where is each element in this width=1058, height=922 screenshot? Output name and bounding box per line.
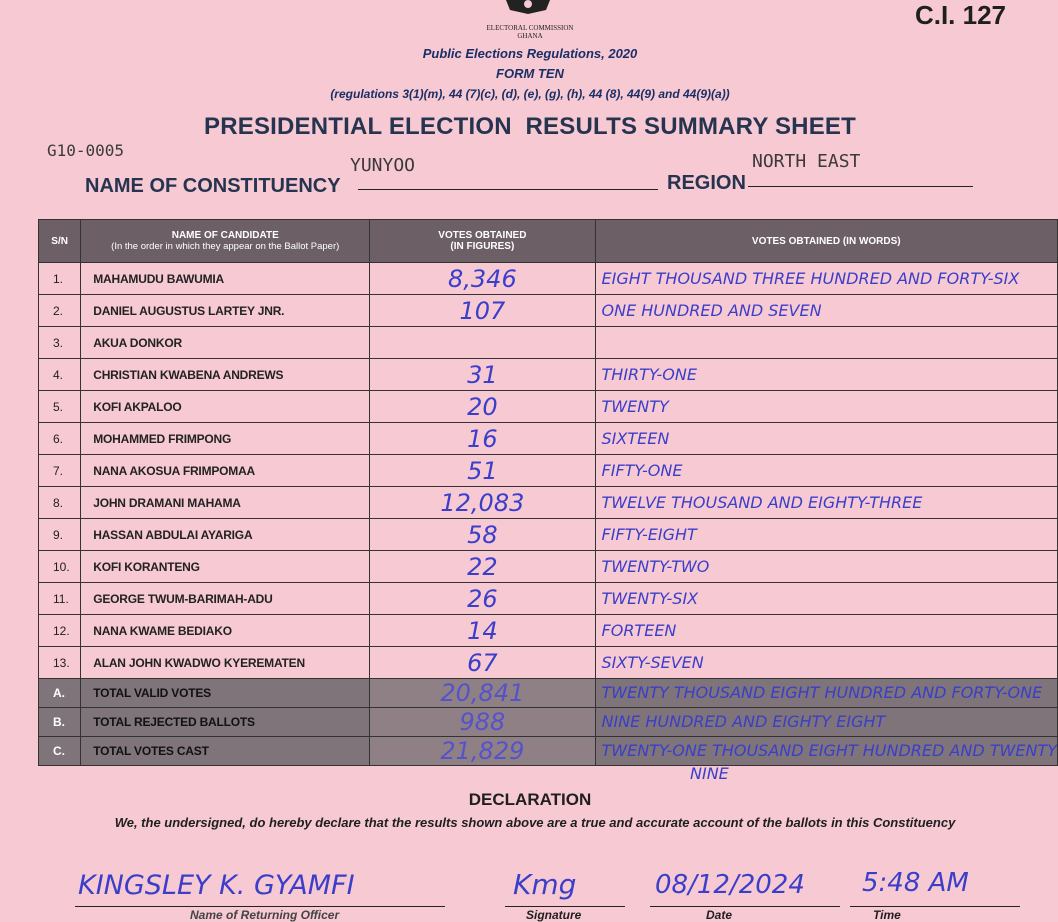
candidate-name: HASSAN ABDULAI AYARIGA	[81, 519, 370, 551]
regulation-references: (regulations 3(1)(m), 44 (7)(c), (d), (e), (g), (h), 44 (8), 44(9) and 44(9)(a))	[330, 87, 730, 101]
votes-figures: 67	[370, 647, 595, 679]
candidate-name: ALAN JOHN KWADWO KYEREMATEN	[81, 647, 370, 679]
serial-number: 13.	[39, 647, 81, 679]
serial-number: B.	[39, 708, 81, 737]
regulations-title: Public Elections Regulations, 2020	[422, 46, 638, 61]
time-line	[850, 906, 1020, 907]
declaration-text: We, the undersigned, do hereby declare that the results shown above are a true and accurate account of the ballots in this Constituency	[114, 815, 956, 830]
table-row	[39, 647, 1058, 679]
candidate-header-sub: (In the order in which they appear on the Ballot Paper)	[111, 241, 340, 252]
figures-header-label: VOTES OBTAINED	[438, 230, 527, 241]
officer-caption: Name of Returning Officer	[190, 908, 340, 922]
votes-words: TWENTY	[595, 391, 1057, 423]
candidate-header-label: NAME OF CANDIDATE	[171, 230, 279, 241]
total-row	[39, 737, 1058, 766]
figures-header	[370, 220, 595, 263]
table-row	[39, 551, 1058, 583]
candidate-name: TOTAL REJECTED BALLOTS	[81, 708, 370, 737]
votes-words: SIXTEEN	[595, 423, 1057, 455]
date-line	[650, 906, 840, 907]
candidate-name: KOFI KORANTENG	[81, 551, 370, 583]
table-row	[39, 519, 1058, 551]
votes-words: FORTEEN	[595, 615, 1057, 647]
votes-words: TWENTY-ONE THOUSAND EIGHT HUNDRED AND TWENTY	[595, 737, 1057, 766]
serial-number: 4.	[39, 359, 81, 391]
votes-figures: 21,829	[370, 737, 595, 766]
candidate-header	[81, 220, 370, 263]
constituency-underline	[358, 189, 658, 190]
votes-words: ONE HUNDRED AND SEVEN	[595, 295, 1057, 327]
table-header-row	[39, 220, 1058, 263]
returning-officer-signature: Kmg	[513, 868, 577, 901]
candidate-name: AKUA DONKOR	[81, 327, 370, 359]
words-continuation: NINE	[690, 764, 729, 783]
votes-figures: 107	[370, 295, 595, 327]
table-row	[39, 263, 1058, 295]
ghana-coat-of-arms-icon	[498, 0, 558, 14]
signature-caption: Signature	[526, 908, 582, 922]
candidate-name: MAHAMUDU BAWUMIA	[81, 263, 370, 295]
serial-number: 2.	[39, 295, 81, 327]
serial-number: 3.	[39, 327, 81, 359]
votes-words: TWENTY-SIX	[595, 583, 1057, 615]
candidate-name: DANIEL AUGUSTUS LARTEY JNR.	[81, 295, 370, 327]
serial-number: C.	[39, 737, 81, 766]
table-row	[39, 423, 1058, 455]
signature-line	[505, 906, 625, 907]
table-row	[39, 359, 1058, 391]
votes-words: TWELVE THOUSAND AND EIGHTY-THREE	[595, 487, 1057, 519]
votes-words	[595, 327, 1057, 359]
serial-number: A.	[39, 679, 81, 708]
votes-figures: 12,083	[370, 487, 595, 519]
votes-figures: 16	[370, 423, 595, 455]
total-row	[39, 708, 1058, 737]
time-caption: Time	[873, 908, 901, 922]
date-caption: Date	[706, 908, 733, 922]
votes-figures: 51	[370, 455, 595, 487]
table-row	[39, 487, 1058, 519]
officer-line	[75, 906, 445, 907]
votes-figures: 22	[370, 551, 595, 583]
candidate-name: NANA KWAME BEDIAKO	[81, 615, 370, 647]
candidate-name: TOTAL VALID VOTES	[81, 679, 370, 708]
votes-figures: 58	[370, 519, 595, 551]
votes-words: THIRTY-ONE	[595, 359, 1057, 391]
constituency-value: YUNYOO	[350, 155, 416, 176]
figures-header-sub: (IN FIGURES)	[450, 241, 515, 252]
candidate-name: CHRISTIAN KWABENA ANDREWS	[81, 359, 370, 391]
table-row	[39, 615, 1058, 647]
constituency-code: G10-0005	[47, 141, 125, 160]
serial-number: 8.	[39, 487, 81, 519]
ci-number: C.I. 127	[914, 0, 1006, 30]
serial-number: 12.	[39, 615, 81, 647]
votes-figures: 14	[370, 615, 595, 647]
candidate-name: NANA AKOSUA FRIMPOMAA	[81, 455, 370, 487]
serial-number: 10.	[39, 551, 81, 583]
votes-figures: 31	[370, 359, 595, 391]
votes-words: FIFTY-ONE	[595, 455, 1057, 487]
table-row	[39, 295, 1058, 327]
votes-words: NINE HUNDRED AND EIGHTY EIGHT	[595, 708, 1057, 737]
commission-name: ELECTORAL COMMISSION GHANA	[486, 24, 574, 40]
candidate-name: JOHN DRAMANI MAHAMA	[81, 487, 370, 519]
table-row	[39, 583, 1058, 615]
form-number: FORM TEN	[496, 66, 564, 81]
table-row	[39, 455, 1058, 487]
region-underline	[748, 186, 973, 187]
table-row	[39, 391, 1058, 423]
serial-number: 5.	[39, 391, 81, 423]
serial-number: 1.	[39, 263, 81, 295]
votes-words: TWENTY THOUSAND EIGHT HUNDRED AND FORTY-ONE	[595, 679, 1057, 708]
serial-number: 7.	[39, 455, 81, 487]
results-table	[38, 219, 1058, 766]
candidate-name: KOFI AKPALOO	[81, 391, 370, 423]
sn-header: S/N	[39, 220, 81, 263]
signoff-date: 08/12/2024	[655, 870, 805, 900]
page-title: PRESIDENTIAL ELECTION RESULTS SUMMARY SHEET	[204, 113, 856, 140]
words-header: VOTES OBTAINED (IN WORDS)	[595, 220, 1057, 263]
declaration-title: DECLARATION	[468, 790, 592, 809]
candidate-name: GEORGE TWUM-BARIMAH-ADU	[81, 583, 370, 615]
votes-words: TWENTY-TWO	[595, 551, 1057, 583]
candidate-name: MOHAMMED FRIMPONG	[81, 423, 370, 455]
candidate-name: TOTAL VOTES CAST	[81, 737, 370, 766]
votes-words: FIFTY-EIGHT	[595, 519, 1057, 551]
table-row	[39, 327, 1058, 359]
serial-number: 9.	[39, 519, 81, 551]
region-value: NORTH EAST	[752, 151, 861, 172]
returning-officer-name: KINGSLEY K. GYAMFI	[78, 870, 355, 901]
constituency-label: NAME OF CONSTITUENCY	[85, 175, 341, 197]
votes-figures: 8,346	[370, 263, 595, 295]
votes-figures: 20	[370, 391, 595, 423]
total-row	[39, 679, 1058, 708]
votes-words: EIGHT THOUSAND THREE HUNDRED AND FORTY-SIX	[595, 263, 1057, 295]
signoff-time: 5:48 AM	[862, 868, 969, 898]
votes-figures: 988	[370, 708, 595, 737]
votes-words: SIXTY-SEVEN	[595, 647, 1057, 679]
votes-figures: 20,841	[370, 679, 595, 708]
serial-number: 6.	[39, 423, 81, 455]
votes-figures	[370, 327, 595, 359]
votes-figures: 26	[370, 583, 595, 615]
region-label: REGION	[667, 172, 746, 194]
serial-number: 11.	[39, 583, 81, 615]
